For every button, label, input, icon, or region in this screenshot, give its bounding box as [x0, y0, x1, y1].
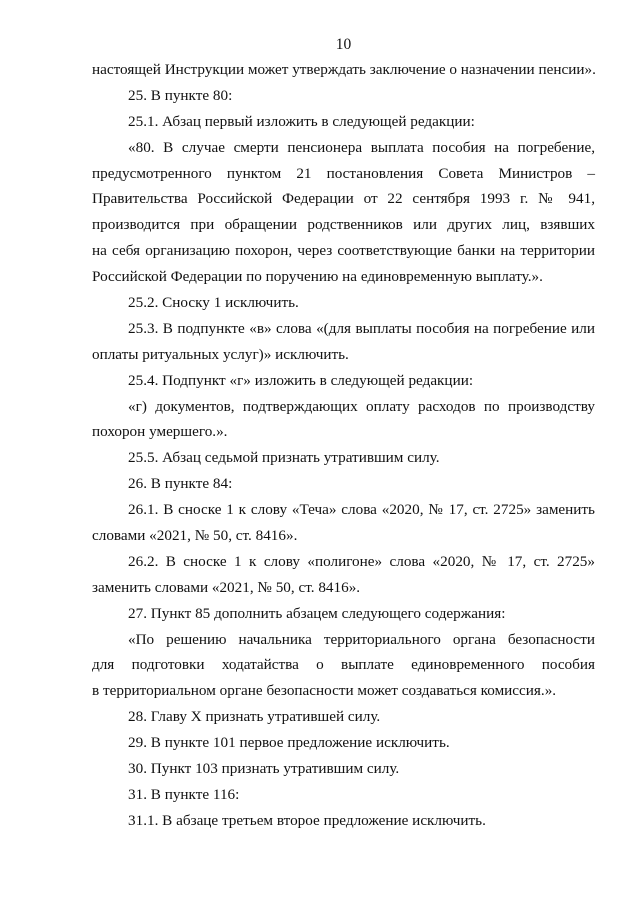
- text-line: 31. В пункте 116:: [128, 785, 240, 803]
- item-26: [92, 471, 595, 497]
- quoted-subitem-g: [92, 394, 595, 446]
- item-25: [92, 83, 595, 109]
- text-line: настоящей Инструкции может утверждать заключение о назначении пенсии».: [92, 61, 596, 78]
- document-body: [92, 57, 595, 834]
- item-29: [92, 730, 595, 756]
- item-25-2: [92, 290, 595, 316]
- item-31: [92, 782, 595, 808]
- text-line: Правительства Российской Федерации от 22 сентября 1993 г. № 941,: [92, 190, 595, 208]
- text-line: 25.1. Абзац первый изложить в следующей редакции:: [128, 112, 475, 130]
- text-line: на себя организацию похорон, через соответствующие банки на территории: [92, 242, 595, 260]
- quoted-item-80: [92, 135, 595, 290]
- text-line: предусмотренного пунктом 21 постановления Совета Министров –: [92, 164, 595, 182]
- text-line: 26.2. В сноске 1 к слову «полигоне» слова «2020, № 17, ст. 2725»: [128, 552, 595, 570]
- text-line: «80. В случае смерти пенсионера выплата пособия на погребение,: [128, 138, 595, 156]
- item-26-2: [92, 549, 595, 601]
- text-line: 25.3. В подпункте «в» слова «(для выплаты пособия на погребение или: [128, 319, 595, 337]
- page-number: 10: [335, 36, 352, 53]
- item-25-3: [92, 316, 595, 368]
- item-30: [92, 756, 595, 782]
- text-line: словами «2021, № 50, ст. 8416».: [92, 527, 298, 545]
- continuation-paragraph: [92, 57, 595, 83]
- text-line: для подготовки ходатайства о выплате единовременного пособия: [92, 656, 595, 674]
- quoted-item-85-addition: [92, 627, 595, 705]
- text-line: 25.5. Абзац седьмой признать утратившим силу.: [128, 449, 440, 467]
- text-line: производится при обращении родственников или других лиц, взявших: [92, 216, 595, 234]
- text-line: 31.1. В абзаце третьем второе предложение исключить.: [128, 811, 486, 829]
- text-line: 29. В пункте 101 первое предложение исключить.: [128, 734, 450, 752]
- text-line: 28. Главу X признать утратившей силу.: [128, 708, 381, 726]
- text-line: 25. В пункте 80:: [128, 86, 233, 104]
- text-line: 30. Пункт 103 признать утратившим силу.: [128, 760, 400, 778]
- item-26-1: [92, 497, 595, 549]
- text-line: заменить словами «2021, № 50, ст. 8416».: [92, 578, 361, 596]
- text-line: 25.4. Подпункт «г» изложить в следующей редакции:: [128, 371, 474, 389]
- item-25-1: [92, 109, 595, 135]
- text-line: «г) документов, подтверждающих оплату расходов по производству: [128, 397, 595, 415]
- item-28: [92, 704, 595, 730]
- text-line: 25.2. Сноску 1 исключить.: [128, 294, 299, 312]
- text-line: 26.1. В сноске 1 к слову «Теча» слова «2020, № 17, ст. 2725» заменить: [128, 501, 595, 519]
- item-25-5: [92, 445, 595, 471]
- item-27: [92, 601, 595, 627]
- item-25-4: [92, 368, 595, 394]
- text-line: Российской Федерации по поручению на единовременную выплату.».: [92, 268, 543, 286]
- text-line: «По решению начальника территориального органа безопасности: [128, 630, 595, 648]
- text-line: в территориальном органе безопасности может создаваться комиссия.».: [92, 682, 557, 700]
- text-line: похорон умершего.».: [92, 423, 228, 441]
- text-line: оплаты ритуальных услуг)» исключить.: [92, 345, 349, 363]
- item-31-1: [92, 808, 595, 834]
- text-line: 27. Пункт 85 дополнить абзацем следующего содержания:: [128, 604, 506, 622]
- text-line: 26. В пункте 84:: [128, 475, 233, 493]
